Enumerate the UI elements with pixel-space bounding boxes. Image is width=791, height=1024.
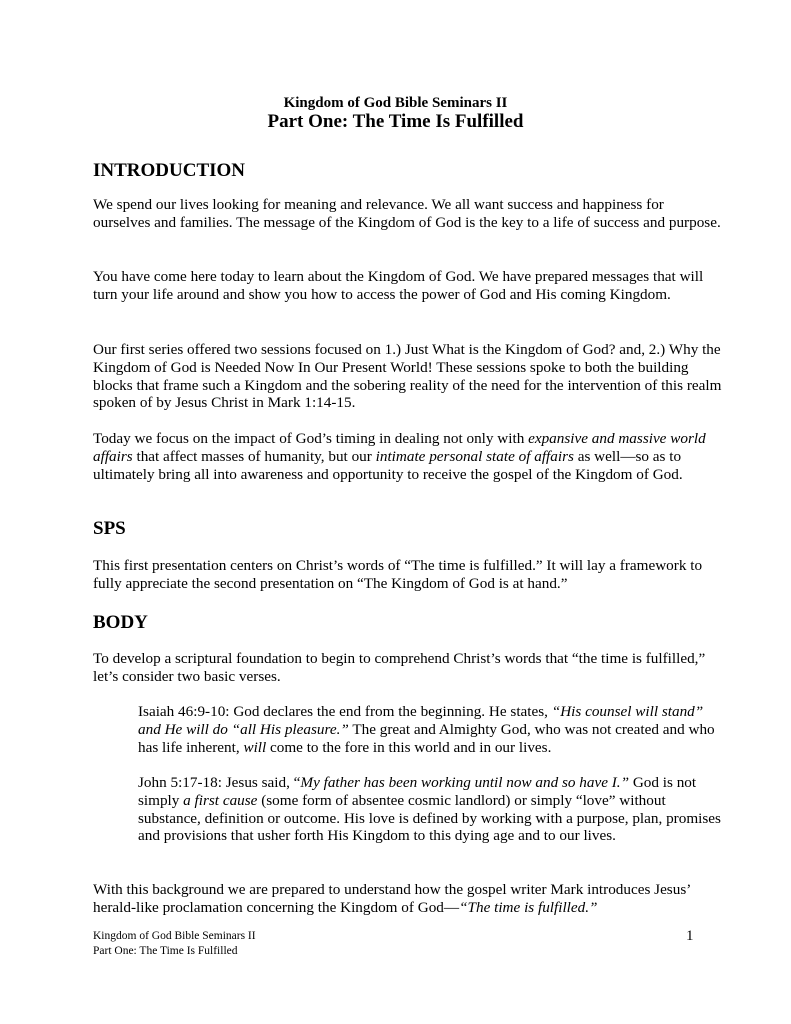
intro-p4-italic-2: intimate personal state of affairs	[375, 447, 574, 465]
john-text-2: God is not simply	[138, 774, 697, 809]
isaiah-quote	[138, 703, 723, 756]
intro-p4-text-2: that affect masses of humanity, but our	[132, 447, 376, 465]
isaiah-text-3: come to the fore in this world and in our lives.	[266, 738, 552, 756]
page-number: 1	[686, 928, 694, 944]
intro-paragraph-2: You have come here today to learn about the Kingdom of God. We have prepared messages that will turn your life around and show you how to access the power of God and His coming Kingdom.	[93, 268, 704, 303]
introduction-heading: INTRODUCTION	[93, 160, 246, 181]
john-quote	[138, 774, 723, 845]
isaiah-text-1: Isaiah 46:9-10: God declares the end from the beginning. He states,	[138, 703, 552, 720]
sps-heading: SPS	[93, 518, 126, 539]
final-italic-1: “The time is fulfilled.”	[459, 898, 598, 916]
isaiah-italic-2: will	[243, 738, 267, 756]
intro-p4-text-3: as well—so as to ultimately bring all into awareness and opportunity to receive the gospel of the Kingdom of God.	[93, 447, 683, 483]
isaiah-text-2: The great and Almighty God, who was not created and who has life inherent,	[138, 720, 715, 756]
intro-paragraph-4	[93, 430, 723, 483]
john-text-1: John 5:17-18: Jesus said, “	[138, 774, 301, 791]
john-italic-1: My father has been working until now and so have I.”	[300, 774, 630, 791]
sps-paragraph: This first presentation centers on Christ’s words of “The time is fulfilled.” It will lay a framework to fully appreciate the second presentation on “The Kingdom of God is at hand.”	[93, 557, 703, 592]
john-italic-2: a first cause	[183, 791, 258, 809]
body-paragraph-final	[93, 881, 723, 917]
final-text-1: With this background we are prepared to understand how the gospel writer Mark introduces Jesus’ herald-like proclamation concerning the Kingdom of God—	[93, 881, 691, 916]
john-text-3: (some form of absentee cosmic landlord) or simply “love” without substance, definition or outcome. His love is defined by working with a purpose, plan, promises and provisions that usher forth His Kingdom to this dying age and to our lives.	[138, 791, 721, 845]
footer-line-1: Kingdom of God Bible Seminars II	[93, 930, 256, 942]
series-title: Kingdom of God Bible Seminars II	[283, 95, 508, 111]
intro-paragraph-1: We spend our lives looking for meaning and relevance. We all want success and happiness for ourselves and families. The message of the Kingdom of God is the key to a life of success and purpose.	[93, 196, 721, 231]
intro-p4-italic-1: expansive and massive world affairs	[93, 430, 706, 465]
intro-p4-text-1: Today we focus on the impact of God’s timing in dealing not only with	[93, 430, 529, 447]
isaiah-italic-1: “His counsel will stand” and He will do “all His pleasure.”	[138, 703, 704, 738]
footer-line-2: Part One: The Time Is Fulfilled	[93, 945, 238, 957]
page-footer	[93, 929, 256, 959]
body-heading: BODY	[93, 612, 148, 633]
intro-paragraph-3: Our first series offered two sessions focused on 1.) Just What is the Kingdom of God? and, 2.) Why the Kingdom of God is Needed Now In Our Present World! These sessions spoke to both the building blocks that frame such a Kingdom and the sobering reality of the need for the intervention of this realm spoken of by Jesus Christ in Mark 1:14-15.	[93, 341, 722, 412]
body-paragraph-1: To develop a scriptural foundation to begin to comprehend Christ’s words that “the time is fulfilled,” let’s consider two basic verses.	[93, 650, 706, 685]
part-title: Part One: The Time Is Fulfilled	[267, 111, 524, 132]
